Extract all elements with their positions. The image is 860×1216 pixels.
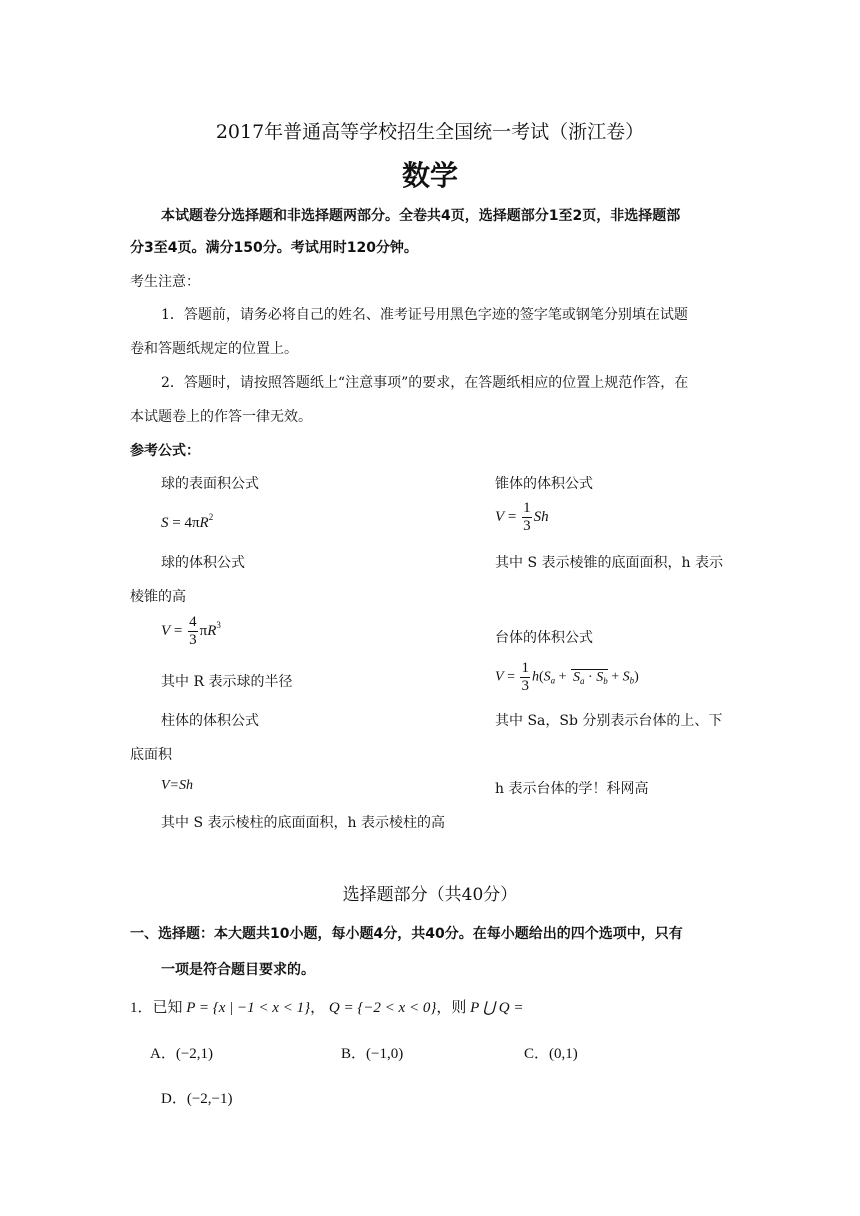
intro-line-2: 分3至4页。满分150分。考试用时120分钟。 bbox=[130, 240, 418, 256]
option-d[interactable] bbox=[161, 1087, 233, 1108]
question-1-stem: 1．已知 P = {x | −1 < x < 1}， Q = {−2 < x < 0}，则 P ⋃ Q = bbox=[130, 1000, 524, 1016]
option-b[interactable] bbox=[341, 1042, 403, 1063]
question-1-prefix: 1．已知 bbox=[130, 1000, 183, 1016]
sphere-volume-formula: V = $\frac{4}{3}$ $\pi R^3$ bbox=[161, 614, 221, 648]
frustum-volume-label: 台体的体积公式 bbox=[495, 630, 593, 646]
prism-note: 其中 S 表示棱柱的底面面积，h 表示棱柱的高 bbox=[161, 815, 445, 831]
prism-volume-label: 柱体的体积公式 bbox=[161, 713, 259, 729]
formulas-heading: 参考公式： bbox=[130, 443, 200, 459]
prism-base-area: 底面积 bbox=[130, 747, 172, 763]
frustum-note: 其中 Sa，Sb 分别表示台体的上、下 bbox=[495, 713, 723, 729]
option-c-label: C． bbox=[524, 1046, 550, 1062]
frustum-volume-formula: V = $\frac{1}{3}$ $h(S_a + S_a \cdot S_b + S_b)$ bbox=[495, 660, 639, 694]
notice-heading: 考生注意： bbox=[130, 274, 200, 290]
cone-note-line-1: 其中 S 表示棱锥的底面面积，h 表示 bbox=[495, 555, 723, 571]
question-heading-line-2: 一项是符合题目要求的。 bbox=[161, 962, 315, 978]
question-1-set-p: P = {x | −1 < x < 1} bbox=[186, 1000, 311, 1016]
option-a-value: (−2,1) bbox=[175, 1046, 214, 1062]
cone-volume-label: 锥体的体积公式 bbox=[495, 476, 593, 492]
intro-line-1: 本试题卷分选择题和非选择题两部分。全卷共4页，选择题部分1至2页，非选择题部 bbox=[161, 208, 681, 224]
notice-item-1-line-2: 卷和答题纸规定的位置上。 bbox=[130, 341, 298, 357]
option-d-value: (−2,−1) bbox=[186, 1091, 233, 1107]
cone-note-line-2: 棱锥的高 bbox=[130, 589, 186, 605]
sphere-area-label: 球的表面积公式 bbox=[161, 476, 259, 492]
question-1-union: P ⋃ Q = bbox=[470, 1000, 524, 1016]
option-d-label: D． bbox=[161, 1091, 187, 1107]
option-b-value: (−1,0) bbox=[366, 1046, 404, 1062]
subject-title: 数学 bbox=[401, 159, 458, 192]
option-c[interactable] bbox=[524, 1042, 578, 1063]
question-1-suffix: ，则 bbox=[436, 1000, 467, 1016]
question-1-set-q: Q = {−2 < x < 0} bbox=[328, 1000, 437, 1016]
question-heading-line-1: 一、选择题：本大题共10小题，每小题4分，共40分。在每小题给出的四个选项中，只有 bbox=[130, 926, 683, 942]
cone-volume-formula: V = $\frac{1}{3}$ Sh bbox=[495, 500, 549, 534]
section-title: 选择题部分（共40分） bbox=[342, 885, 518, 905]
sphere-volume-label: 球的体积公式 bbox=[161, 555, 245, 571]
notice-item-2-line-1: 2．答题时，请按照答题纸上“注意事项”的要求，在答题纸相应的位置上规范作答，在 bbox=[161, 375, 689, 391]
prism-volume-formula: V=Sh bbox=[161, 778, 193, 793]
option-a[interactable] bbox=[150, 1042, 213, 1063]
option-b-label: B． bbox=[341, 1046, 367, 1062]
option-a-label: A． bbox=[150, 1046, 176, 1062]
sphere-area-formula: $S = 4\pi R^2$ bbox=[161, 512, 214, 531]
sphere-radius-note: 其中 R 表示球的半径 bbox=[161, 674, 293, 690]
option-c-value: (0,1) bbox=[549, 1046, 578, 1062]
exam-title: 2017年普通高等学校招生全国统一考试（浙江卷） bbox=[215, 121, 645, 143]
notice-item-2-line-2: 本试题卷上的作答一律无效。 bbox=[130, 409, 312, 425]
frustum-height-note: h 表示台体的学！科网高 bbox=[495, 781, 649, 797]
notice-item-1-line-1: 1．答题前，请务必将自己的姓名、准考证号用黑色字迹的签字笔或钢笔分别填在试题 bbox=[161, 307, 688, 323]
